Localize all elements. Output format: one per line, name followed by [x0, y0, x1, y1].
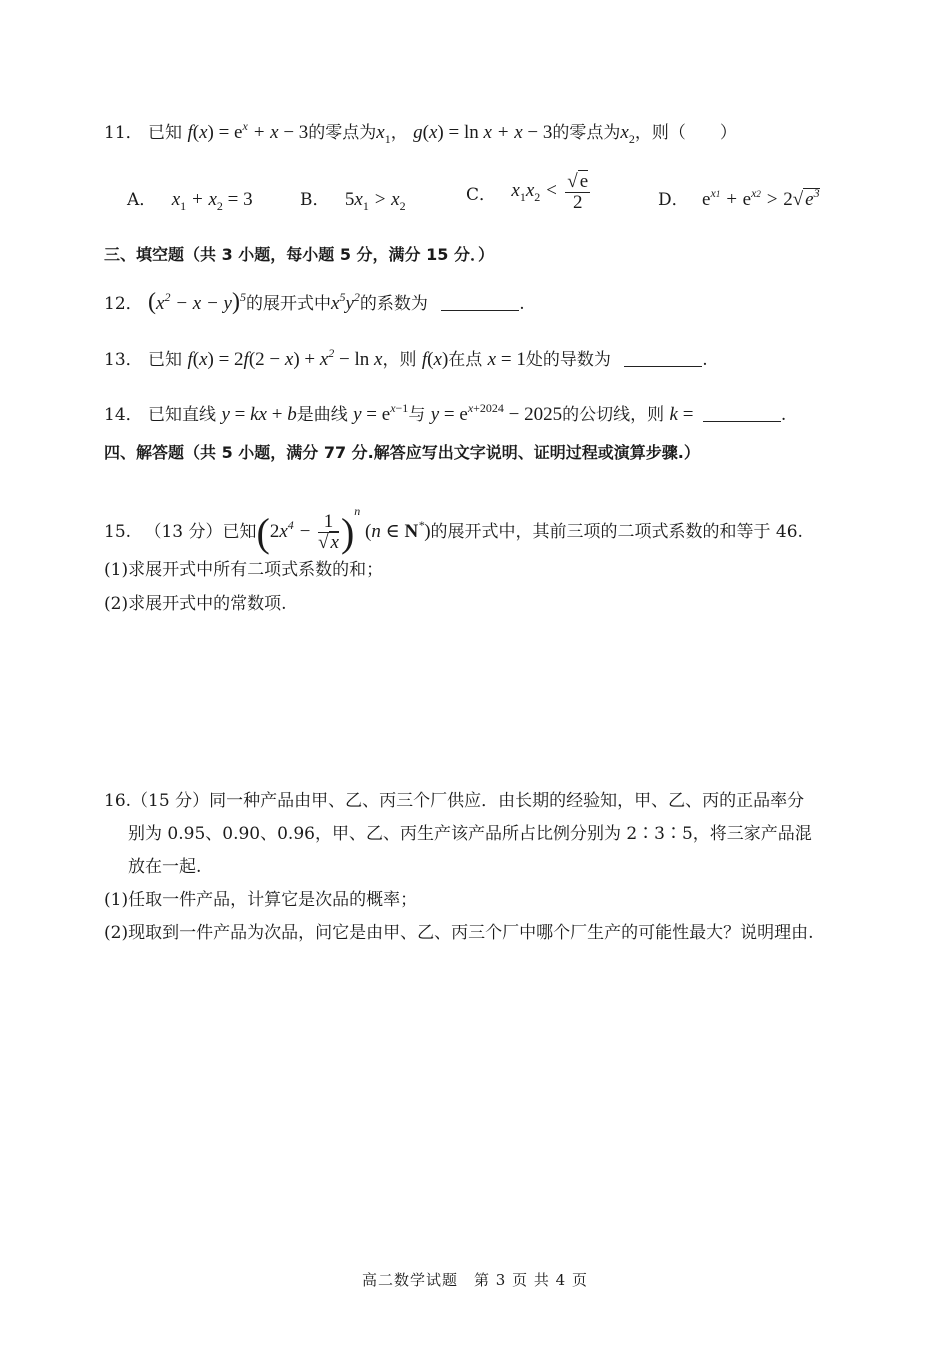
q11-g-expr: g(x) = ln x + x − 3	[413, 122, 553, 143]
section-4-title: 四、解答题（共 5 小题，满分 77 分.解答应写出文字说明、证明过程或演算步骤.）	[104, 443, 700, 462]
q15-expr: ($2x^4$ − $\frac{1}{√ x}$ )$^n$ (n ∈ N*)	[256, 504, 431, 555]
q16-part-1: (1)任取一件产品，计算它是次品的概率；	[104, 890, 418, 910]
q16-part-2: (2)现取到一件产品为次品，问它是由甲、乙、丙三个厂中哪个厂生产的可能性最大？说明理由.	[104, 923, 814, 943]
q16-stem-line-3: 放在一起.	[128, 857, 202, 877]
q13-answer-blank[interactable]	[624, 350, 702, 367]
q13-stem: 13． 已知 $f(x) = 2f(2 - x) + x^2 - \ln x$，则 f(x)在点 x = 1处的导数为 .	[104, 346, 708, 370]
q13-expr: $f(x) = 2f(2 - x) + x^2 - \ln x$	[187, 346, 383, 370]
q11-option-d: D． $e^{x1} + e^{x2} > 2√$ $e^3$	[658, 186, 820, 210]
section-3-title: 三、填空题（共 3 小题，每小题 5 分，满分 15 分．）	[104, 245, 494, 264]
q14-answer-blank[interactable]	[703, 405, 781, 422]
q11-option-b: B． $5x_1 > x_2$	[300, 189, 406, 213]
q15-stem: 15. （13 分）已知($2x^4$ − $\frac{1}{√ x}$ )$^n$ (n ∈ N*)的展开式中，其前三项的二项式系数的和等于 46.	[104, 504, 803, 555]
page-footer: 高二数学试题 第 3 页 共 4 页	[362, 1271, 588, 1289]
q11-number: 11．	[104, 123, 143, 143]
q16-stem-line-2: 别为 0.95、0.90、0.96，甲、乙、丙生产该产品所占比例分别为 2∶3∶5，将三家产品混	[128, 824, 812, 844]
q15-part-1: (1)求展开式中所有二项式系数的和；	[104, 560, 384, 580]
q14-stem: 14． 已知直线 y = kx + b是曲线 $y = e^{x-1}$与 $y = e^{x+2024} - 2025$的公切线，则 k = .	[104, 401, 787, 425]
q12-stem: 12． $(x^2 - x - y)^5$的展开式中$x^5y^2$的系数为 .	[104, 289, 525, 315]
q11-option-a: A． $x_1 + x_2 = 3$	[127, 189, 253, 213]
q12-expr: $(x^2 - x - y)^5$	[148, 289, 246, 315]
q11-option-c: C． $x_1x_2$ < $\frac{√ e}{2}$	[466, 171, 589, 213]
q11-f-expr: $f(x) = e^x + x - 3$	[187, 119, 309, 143]
q12-answer-blank[interactable]	[441, 294, 519, 311]
q16-stem-line-1: 16.（15 分）同一种产品由甲、乙、丙三个厂供应．由长期的经验知，甲、乙、丙的正品率分	[104, 791, 805, 811]
q15-part-2: (2)求展开式中的常数项.	[104, 594, 287, 614]
q11-stem: 11． 已知 $f(x) = e^x + x - 3$的零点为$x_1$， g(x) = ln x + x − 3的零点为$x_2$，则（ ）	[104, 119, 737, 146]
